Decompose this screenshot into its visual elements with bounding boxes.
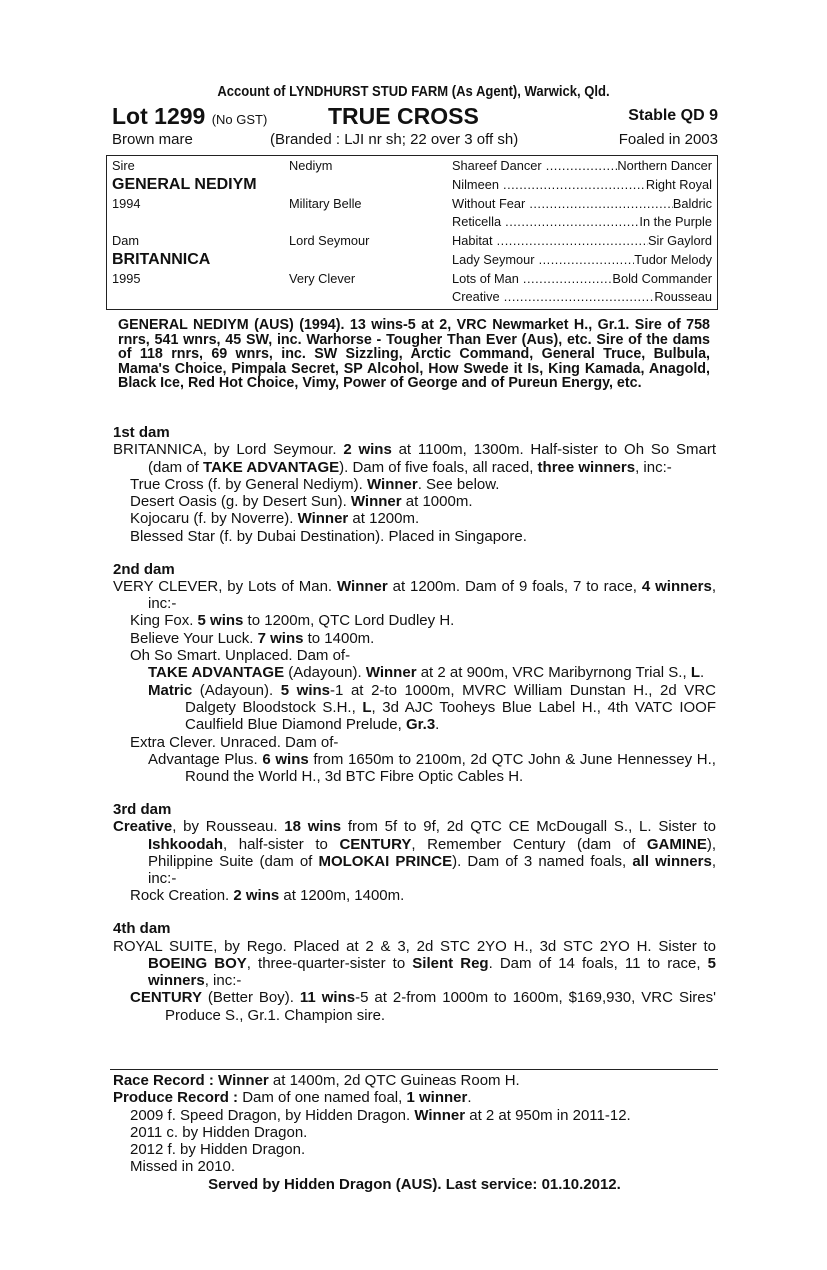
ancestor-sire: Northern Dancer	[617, 158, 712, 173]
parent-cell: BRITANNICA	[112, 251, 211, 268]
entry-text: , half-sister to	[223, 835, 340, 853]
pedigree-entry	[113, 938, 716, 990]
entry-text: Extra Clever. Unraced. Dam of-	[130, 733, 339, 751]
lot-label: Lot 1299	[112, 103, 206, 129]
horse-name: TRUE CROSS	[328, 103, 479, 129]
service-note: Served by Hidden Dragon (AUS). Last service: 01.10.2012.	[208, 1175, 621, 1193]
ancestor-name: Nilmeen .....	[452, 177, 646, 192]
entry-text: , inc:-	[148, 577, 716, 613]
entry-text: , 3d AJC Tooheys Blue Label H., 4th VATC IOOF Caulfield Blue Diamond Prelude,	[185, 698, 717, 734]
pedigree-row	[107, 252, 717, 271]
race-record	[113, 1072, 716, 1089]
stable-number: Stable QD 9	[628, 107, 718, 124]
parent-cell: 1995	[112, 271, 141, 286]
highlight-text: 6 wins	[262, 750, 309, 768]
highlight-text: Winner	[365, 664, 417, 682]
foaled-year: Foaled in 2003	[618, 131, 718, 148]
highlight-text: MOLOKAI PRINCE	[318, 852, 453, 870]
highlight-text: 5 wins	[280, 681, 331, 699]
highlight-text: TAKE ADVANTAGE	[148, 664, 285, 682]
ancestor-sire: Right Royal	[645, 177, 712, 192]
entry-text: from 1650m to 2100m, 2d QTC John & June Hennessey H., Round the World H., 3d BTC Fibre Optic Cables H.	[185, 750, 716, 786]
ancestor-sire: Rousseau	[654, 289, 712, 304]
entry-text: ROYAL SUITE, by Rego. Placed at 2 & 3, 2d STC 2YO H., 3d STC 2YO H. Sister to	[113, 937, 716, 955]
entry-text: to 1400m.	[303, 629, 375, 647]
entry-text: ), Philippine Suite (dam of	[148, 835, 716, 870]
ancestor-sire: In the Purple	[639, 214, 712, 229]
entry-text: Desert Oasis (g. by Desert Sun).	[130, 493, 351, 511]
pedigree-entry	[113, 818, 716, 887]
highlight-text: TAKE ADVANTAGE	[203, 458, 340, 476]
pedigree-entry	[113, 510, 716, 527]
highlight-text: Winner	[297, 510, 349, 528]
highlight-text: 7 wins	[257, 629, 304, 647]
entry-text: Oh So Smart. Unplaced. Dam of-	[130, 647, 351, 665]
entry-text: at 2 at 900m, VRC Maribyrnong Trial S.,	[416, 664, 691, 682]
great-grandparent-cell	[452, 214, 712, 229]
highlight-text: Winner	[350, 493, 402, 511]
entry-text: -5 at 2-from 1000m to 1600m, $169,930, VRC Sires' Produce S., Gr.1. Champion sire.	[165, 989, 716, 1024]
parent-cell: 1994	[112, 196, 141, 211]
entry-text: King Fox.	[130, 612, 198, 630]
pedigree-entry	[113, 476, 716, 493]
entry-text: Believe Your Luck.	[130, 629, 258, 647]
section-heading: 2nd dam	[113, 560, 175, 578]
highlight-text: CENTURY	[130, 989, 202, 1007]
pedigree-entry	[113, 578, 716, 613]
highlight-text: Winner	[337, 577, 388, 595]
divider	[110, 1069, 718, 1070]
highlight-text: Winner	[367, 475, 418, 493]
pedigree-row	[107, 271, 717, 290]
pedigree-entry	[113, 989, 716, 1024]
highlight-text: three winners	[537, 458, 636, 476]
entry-text: to 1200m, QTC Lord Dudley H.	[243, 612, 455, 630]
pedigree-row	[107, 233, 717, 252]
section-heading: 1st dam	[113, 424, 170, 441]
race-record-text: at 1400m, 2d QTC Guineas Room H.	[268, 1072, 520, 1089]
dam-section	[113, 424, 716, 545]
section-heading: 4th dam	[113, 920, 171, 938]
highlight-text: Creative	[113, 818, 173, 836]
ancestor-name: Habitat .....	[452, 233, 648, 248]
entry-text: -1 at 2-to 1000m, MVRC William Dunstan H., 2d VRC Dalgety Bloodstock S.H.,	[185, 681, 716, 716]
parent-cell: Dam	[112, 233, 140, 248]
produce-foal: 2012 f. by Hidden Dragon.	[130, 1141, 306, 1159]
entry-text: (Adayoun).	[284, 664, 366, 682]
entry-text: at 1100m, 1300m. Half-sister to Oh So Smart (dam of	[148, 441, 716, 476]
ancestor-sire: Sir Gaylord	[647, 233, 712, 248]
grandparent-cell: Lord Seymour	[289, 233, 370, 248]
entry-text: (Adayoun).	[192, 681, 281, 699]
highlight-text: GAMINE	[646, 835, 707, 853]
foal-text: at 2 at 950m in 2011-12.	[465, 1106, 631, 1124]
dam-section	[113, 561, 716, 786]
entry-text: VERY CLEVER, by Lots of Man.	[113, 577, 337, 595]
entry-text: .	[699, 664, 705, 682]
grandparent-cell: Nediym	[289, 158, 333, 173]
produce-record-win: 1 winner	[406, 1089, 468, 1107]
pedigree-entry	[113, 528, 716, 545]
pedigree-entry	[113, 493, 716, 510]
highlight-text: 2 wins	[233, 887, 280, 905]
great-grandparent-cell	[452, 271, 712, 286]
entry-text: ). Dam of five foals, all raced,	[339, 458, 538, 476]
great-grandparent-cell	[452, 158, 712, 173]
produce-foal	[113, 1107, 716, 1124]
ancestor-sire: Bold Commander	[612, 271, 712, 286]
highlight-text: L	[362, 698, 372, 716]
records	[113, 1072, 716, 1193]
entry-text: , inc:-	[635, 458, 672, 476]
entry-text: at 1200m, 1400m.	[279, 887, 405, 905]
produce-record-end: .	[467, 1089, 472, 1107]
foal-win: Winner	[414, 1106, 466, 1124]
parent-cell: Sire	[112, 158, 135, 173]
entry-text: . See below.	[417, 475, 500, 493]
entry-text: , inc:-	[204, 972, 242, 990]
ancestor-name: Lots of Man .....	[452, 271, 612, 286]
pedigree-entry	[113, 612, 716, 629]
section-heading: 3rd dam	[113, 800, 172, 818]
race-record-win: Winner	[218, 1072, 269, 1089]
pedigree-entry	[113, 734, 716, 751]
highlight-text: Gr.3	[405, 716, 436, 734]
ancestor-name: Creative .....	[452, 289, 654, 304]
entry-text: from 5f to 9f, 2d QTC CE McDougall S., L. Sister to	[341, 818, 716, 836]
entry-text: Advantage Plus.	[148, 750, 263, 768]
highlight-text: Silent Reg	[412, 954, 489, 972]
highlight-text: 18 wins	[284, 818, 342, 836]
entry-text: BRITANNICA, by Lord Seymour.	[113, 441, 344, 459]
grandparent-cell: Military Belle	[289, 196, 362, 211]
ancestor-name: Without Fear .....	[452, 196, 673, 211]
entry-text: Kojocaru (f. by Noverre).	[130, 510, 298, 528]
produce-record	[113, 1089, 716, 1106]
dam-section	[113, 920, 716, 1024]
pedigree-row	[107, 214, 717, 233]
pedigree-entry	[113, 630, 716, 647]
highlight-text: 5 wins	[197, 612, 244, 630]
sire-summary: GENERAL NEDIYM (AUS) (1994). 13 wins-5 at 2, VRC Newmarket H., Gr.1. Sire of 758 rnrs, 541 wnrs, 45 SW, inc. Warhorse - Tougher Than Ever (Aus), etc. Sire of the dams of 118 rnrs, 69 wnrs, inc. SW Sizzling, Arctic Command, General Truce, Bulbula, Mama's Choice, Pimpala Secret, SP Alcohol, How Swede it Is, King Kamada, Anagold, Black Ice, Red Hot Choice, Vimy, Power of George and of Pureun Energy, etc.	[118, 317, 710, 392]
gst-note: (No GST)	[211, 112, 268, 127]
entry-text: at 1000m.	[401, 493, 473, 511]
entry-text: .	[435, 716, 440, 734]
entry-text: , Remember Century (dam of	[411, 835, 647, 853]
highlight-text: L	[690, 664, 700, 682]
lot-number	[112, 103, 267, 130]
ancestor-name: Shareef Dancer .....	[452, 158, 617, 173]
entry-text: True Cross (f. by General Nediym).	[130, 475, 368, 493]
pedigree-entry	[113, 647, 716, 664]
great-grandparent-cell	[452, 233, 712, 248]
parent-cell: GENERAL NEDIYM	[112, 176, 257, 193]
highlight-text: 5 winners	[148, 954, 716, 990]
entry-text: , three-quarter-sister to	[246, 954, 413, 972]
highlight-text: 4 winners	[641, 577, 712, 595]
pedigree-row	[107, 289, 717, 308]
brand-info: (Branded : LJI nr sh; 22 over 3 off sh)	[270, 131, 519, 148]
entry-text: . Dam of 14 foals, 11 to race,	[488, 954, 708, 972]
dam-section	[113, 801, 716, 905]
great-grandparent-cell	[452, 289, 712, 304]
produce-record-label: Produce Record :	[113, 1089, 243, 1107]
race-record-label: Race Record :	[113, 1072, 219, 1089]
entry-text: , by Rousseau.	[172, 818, 285, 836]
ancestor-name: Reticella .....	[452, 214, 639, 229]
vendor-line: Account of LYNDHURST STUD FARM (As Agent), Warwick, Qld.	[217, 84, 610, 100]
produce-foal: 2011 c. by Hidden Dragon.	[130, 1123, 308, 1141]
highlight-text: all winners	[632, 852, 712, 870]
great-grandparent-cell	[452, 252, 712, 267]
entry-text: ). Dam of 3 named foals,	[452, 852, 633, 870]
pedigree-entry	[113, 441, 716, 476]
highlight-text: 11 wins	[299, 989, 356, 1007]
pedigree-entry	[113, 751, 716, 786]
highlight-text: 2 wins	[343, 441, 392, 459]
ancestor-sire: Tudor Melody	[634, 252, 712, 267]
ancestor-sire: Baldric	[672, 196, 712, 211]
entry-text: , inc:-	[148, 852, 716, 888]
produce-record-text: Dam of one named foal,	[242, 1089, 407, 1107]
entry-text: Rock Creation.	[130, 887, 234, 905]
great-grandparent-cell	[452, 177, 712, 192]
great-grandparent-cell	[452, 196, 712, 211]
highlight-text: BOEING BOY	[148, 954, 247, 972]
highlight-text: Ishkoodah	[148, 835, 224, 853]
pedigree-entry	[113, 887, 716, 904]
foal-text: 2009 f. Speed Dragon, by Hidden Dragon.	[130, 1106, 415, 1124]
color-sex: Brown mare	[112, 131, 193, 148]
ancestor-name: Lady Seymour .....	[452, 252, 634, 267]
entry-text: (Better Boy).	[201, 989, 300, 1007]
highlight-text: Matric	[148, 681, 193, 699]
entry-text: at 1200m. Dam of 9 foals, 7 to race,	[387, 577, 642, 595]
pedigree-row	[107, 177, 717, 196]
pedigree-table	[106, 155, 718, 310]
highlight-text: CENTURY	[339, 835, 412, 853]
missed-year: Missed in 2010.	[130, 1158, 236, 1176]
lot-line	[112, 103, 718, 129]
grandparent-cell: Very Clever	[289, 271, 356, 286]
pedigree-entry	[113, 682, 716, 734]
pedigree-row	[107, 196, 717, 215]
dam-lines	[113, 424, 716, 1040]
pedigree-row	[107, 158, 717, 177]
pedigree-entry	[113, 664, 716, 681]
entry-text: at 1200m.	[348, 510, 420, 528]
entry-text: Blessed Star (f. by Dubai Destination). Placed in Singapore.	[130, 527, 527, 545]
